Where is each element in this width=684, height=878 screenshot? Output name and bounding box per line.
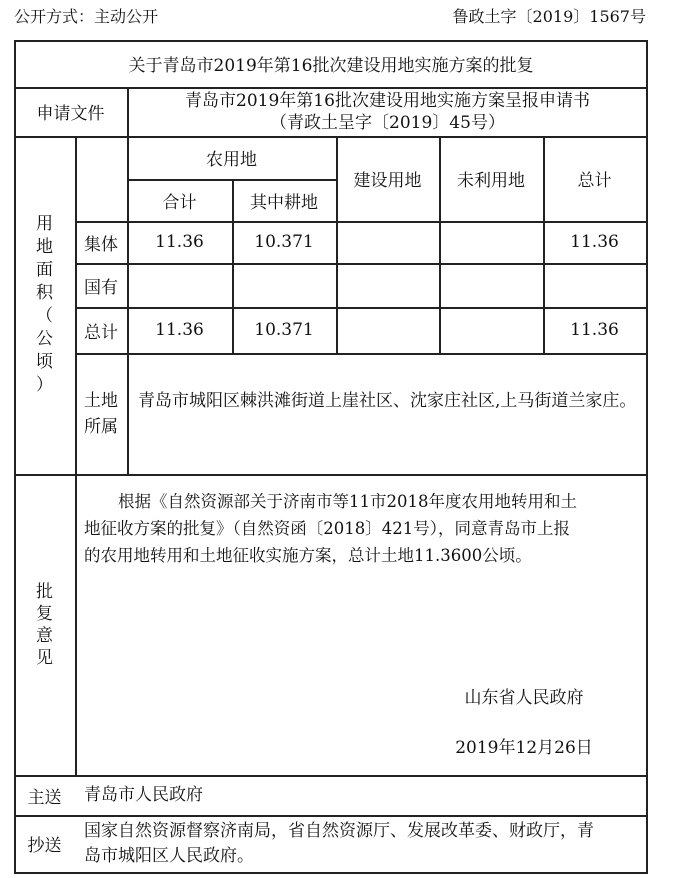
border-bottom <box>14 872 648 874</box>
state-total <box>543 263 646 307</box>
disclosure-method: 公开方式：主动公开 <box>14 7 159 26</box>
cc-line-1: 国家自然资源督察济南局，省自然资源厅、发展改革委、财政厅，青 <box>84 821 594 841</box>
document-number: 鲁政土字〔2019〕1567号 <box>452 7 646 26</box>
state-construction <box>336 263 439 307</box>
divider-row-total <box>75 353 648 355</box>
collective-unused <box>439 221 543 263</box>
approval-opinion-text <box>84 488 644 569</box>
total-subtotal: 11.36 <box>155 320 204 340</box>
divider-area-section <box>14 474 648 476</box>
signer: 山东省人民政府 <box>464 687 584 708</box>
total-cultivated: 10.371 <box>254 320 314 340</box>
row-label-state-owned: 国有 <box>84 277 118 298</box>
application-line-2: （青政土呈字〔2019〕45号） <box>270 112 505 133</box>
collective-cultivated: 10.371 <box>254 232 314 252</box>
total-unused <box>439 307 543 353</box>
header-farmland: 农用地 <box>206 150 257 170</box>
opinion-line-1: 根据《自然资源部关于济南市等11市2018年度农用地转用和土 <box>118 492 577 511</box>
header-construction: 建设用地 <box>353 171 422 191</box>
send-to-label: 主送 <box>27 787 62 808</box>
collective-subtotal: 11.36 <box>155 232 204 252</box>
total-construction <box>336 307 439 353</box>
row-label-collective: 集体 <box>84 234 118 255</box>
approval-opinion-label: 批 复 意 见 <box>36 581 53 668</box>
divider-opinion <box>14 775 648 777</box>
application-label: 申请文件 <box>36 104 105 124</box>
state-cultivated <box>232 263 336 307</box>
collective-total: 11.36 <box>570 232 619 252</box>
land-area-label: 用 地 面 积 （ 公 顷 ） <box>36 214 53 395</box>
opinion-line-3: 的农用地转用和土地征收实施方案，总计土地11.3600公顷。 <box>84 546 532 565</box>
total-total: 11.36 <box>570 320 619 340</box>
header-total: 总计 <box>577 171 612 191</box>
header-cultivated: 其中耕地 <box>250 192 318 213</box>
state-subtotal <box>127 263 232 307</box>
state-unused <box>439 263 543 307</box>
land-ownership-text: 青岛市城阳区棘洪滩街道上崖社区、沈家庄社区,上马街道兰家庄。 <box>138 391 637 411</box>
cc-line-2: 岛市城阳区人民政府。 <box>84 846 254 866</box>
opinion-line-2: 地征收方案的批复》（自然资函〔2018〕421号），同意青岛市上报 <box>84 519 570 538</box>
header-unused: 未利用地 <box>457 171 525 191</box>
cc-label: 抄送 <box>27 836 62 856</box>
border-right <box>646 40 648 874</box>
land-ownership-label: 土地 所属 <box>84 390 118 437</box>
application-line-1: 青岛市2019年第16批次建设用地实施方案呈报申请书 <box>185 90 590 111</box>
document-title: 关于青岛市2019年第16批次建设用地实施方案的批复 <box>128 56 534 76</box>
approval-form-table <box>14 40 648 874</box>
header-subtotal: 合计 <box>162 192 197 213</box>
collective-construction <box>336 221 439 263</box>
divider-send-to <box>14 815 648 817</box>
send-to-recipient: 青岛市人民政府 <box>84 785 203 805</box>
document-header <box>14 4 646 30</box>
cc-recipients <box>84 819 644 869</box>
row-label-total: 总计 <box>84 322 118 343</box>
application-document <box>129 87 646 136</box>
approval-date: 2019年12月26日 <box>455 737 593 758</box>
